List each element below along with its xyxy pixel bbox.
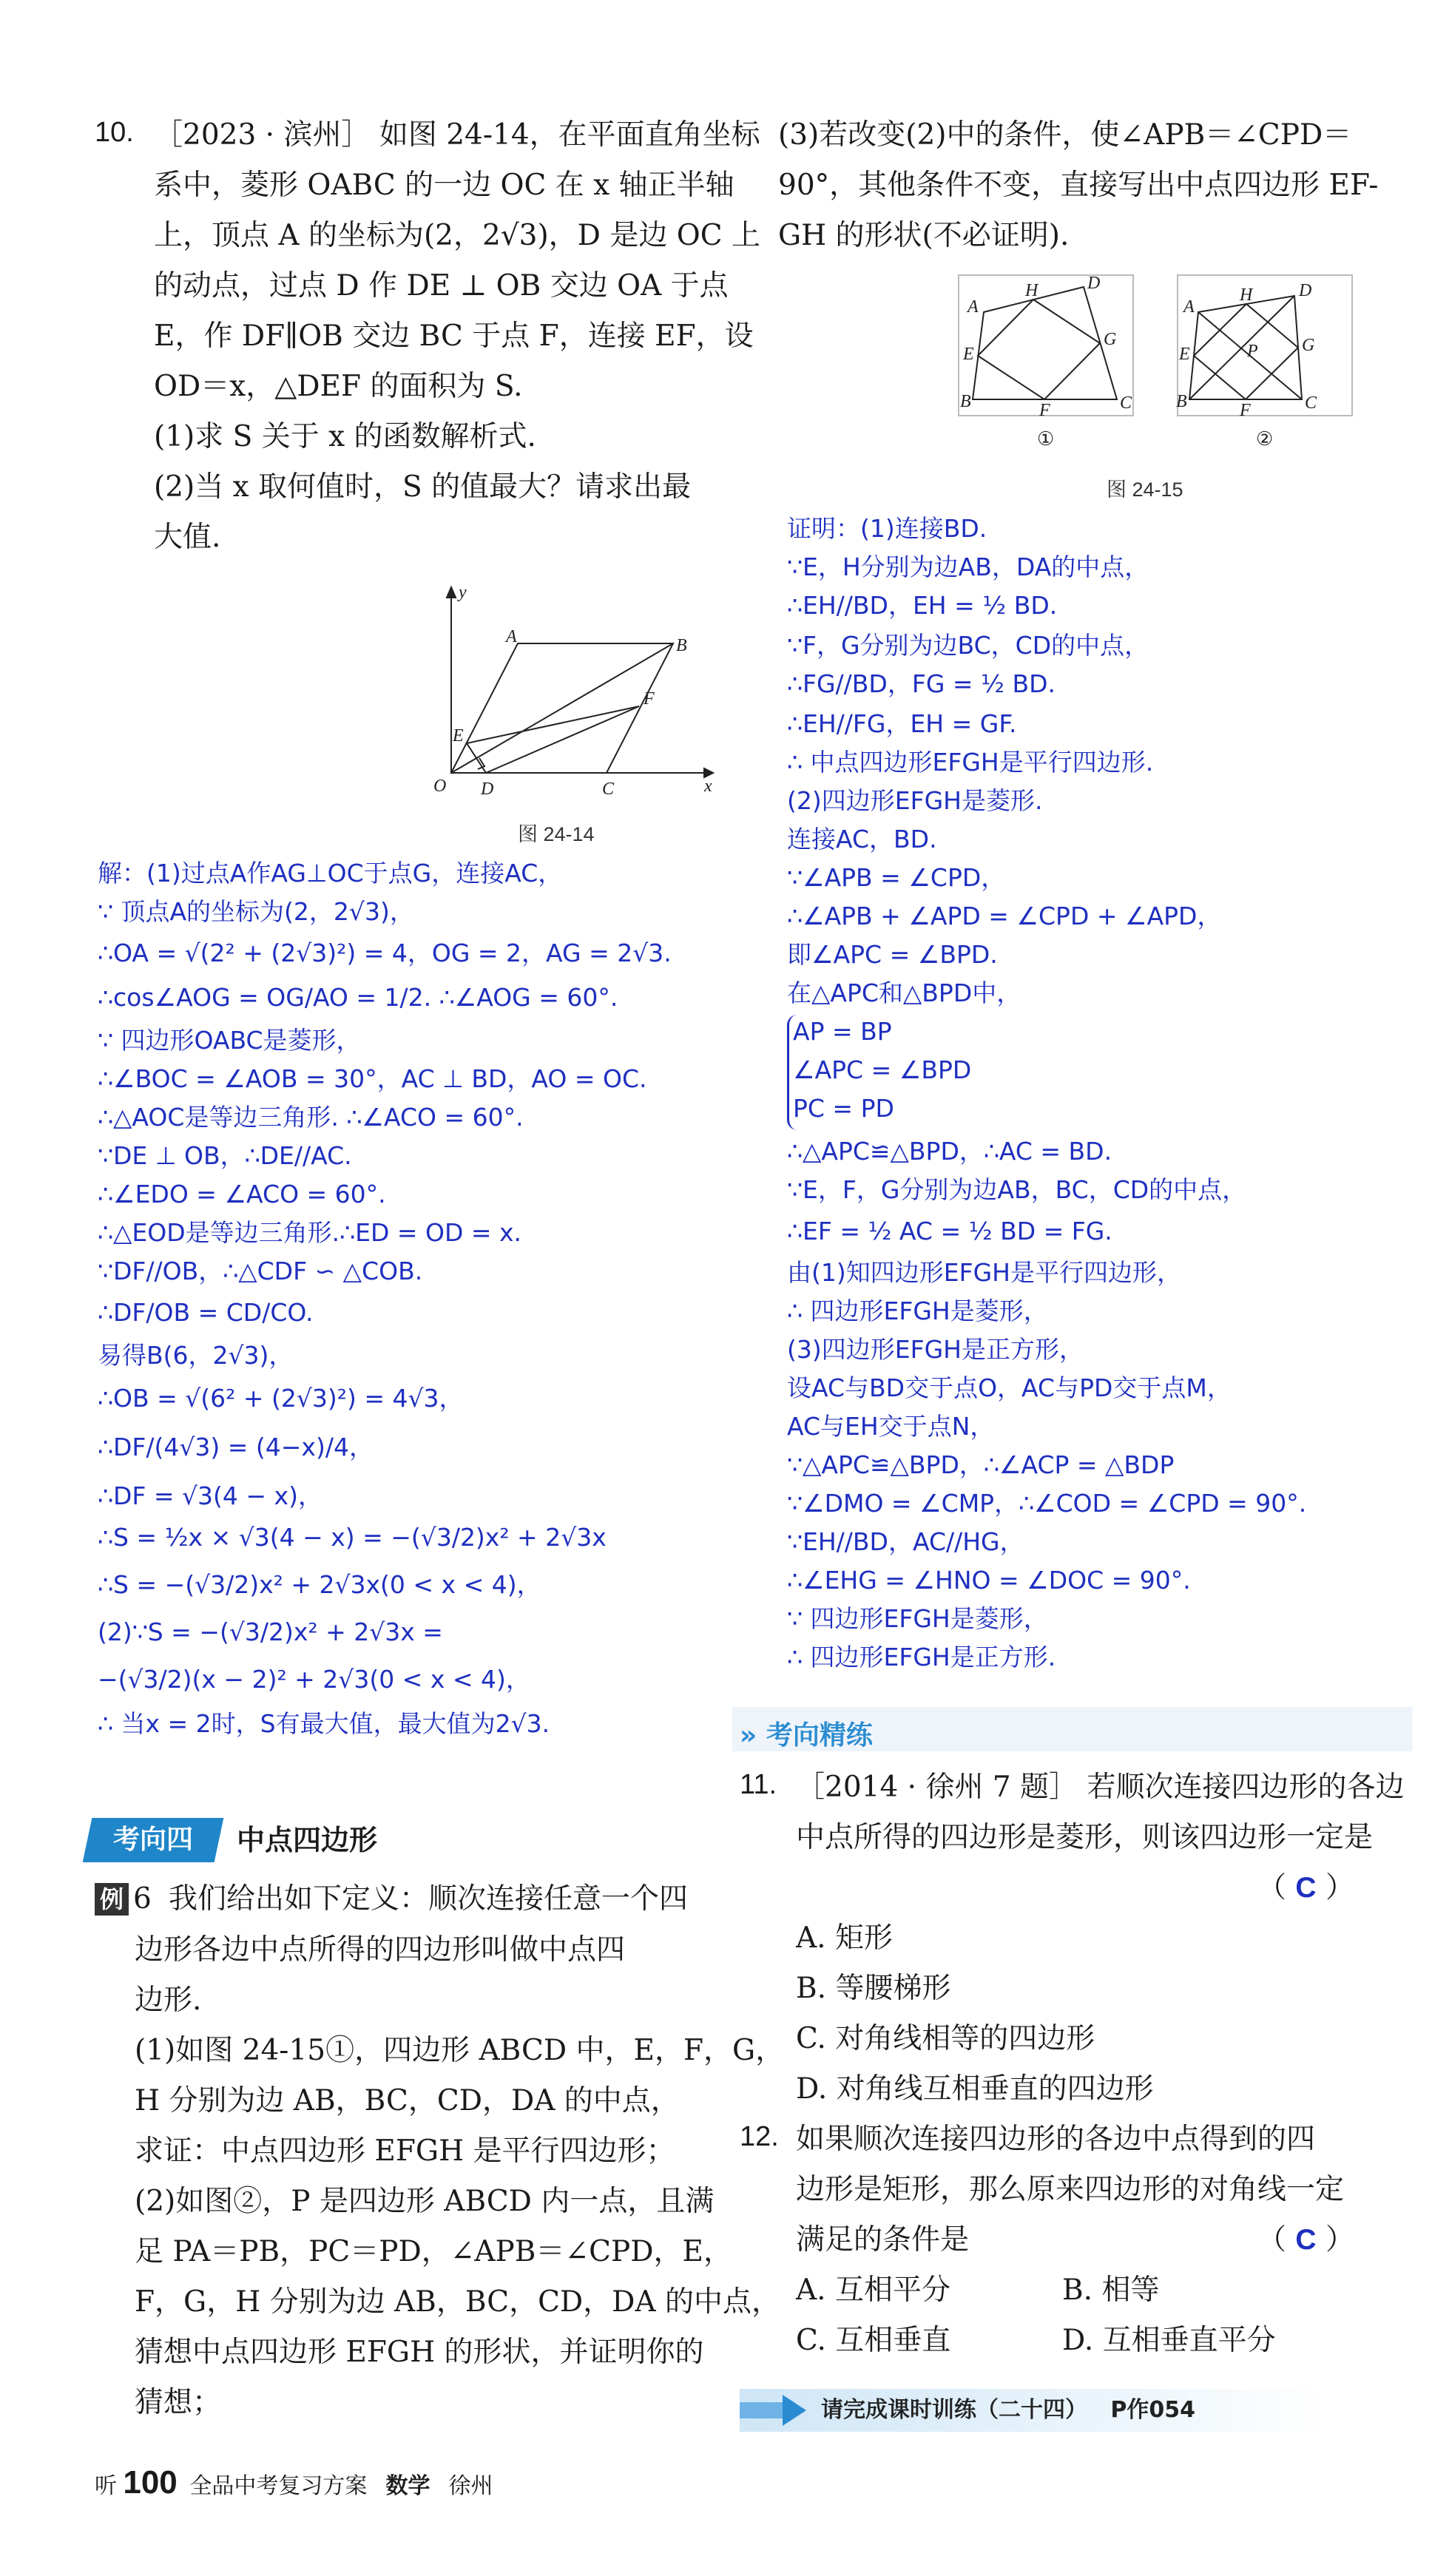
proof-line: 在△APC和△BPD中，: [787, 978, 1021, 1007]
section-title: 中点四边形: [237, 1824, 378, 1856]
answer-open: （: [1257, 2223, 1287, 2256]
example-line: H 分别为边 AB，BC，CD，DA 的中点，: [135, 2084, 680, 2117]
q11-line: ［2014 · 徐州 7 题］ 若顺次连接四边形的各边: [796, 1771, 1405, 1804]
q12-answer: [1257, 2222, 1354, 2259]
proof-line: ∵E，F，G分别为边AB，BC，CD的中点，: [787, 1175, 1247, 1204]
figure-24-14-caption: 图 24-14: [518, 823, 595, 845]
q10-line: (1)求 S 关于 x 的函数解析式.: [154, 420, 536, 453]
proof-line: 由(1)知四边形EFGH是平行四边形，: [787, 1258, 1181, 1287]
solution-line: ∴OB = √(6² + (2√3)²) = 4√3，: [98, 1384, 464, 1413]
fig15-sub2: ②: [1256, 428, 1274, 450]
fig15-1-label-B: B: [960, 392, 971, 411]
fig15-1-label-G: G: [1104, 330, 1117, 349]
solution-line: −(√3/2)(x − 2)² + 2√3(0 < x < 4)，: [98, 1665, 530, 1694]
fig15-2-label-E: E: [1179, 345, 1190, 364]
solution-line: 易得B(6，2√3)，: [98, 1341, 294, 1370]
figure-24-14: [414, 577, 725, 806]
proof-line: 即∠APC = ∠BPD.: [787, 940, 998, 969]
q11-option: D. 对角线互相垂直的四边形: [796, 2072, 1154, 2106]
fig15-1-label-D: D: [1087, 274, 1101, 293]
answer-open: （: [1257, 1871, 1287, 1904]
fig15-1-label-A: A: [967, 297, 979, 317]
proof-line: ∴EH//FG，EH = GF.: [787, 709, 1017, 738]
example-line: 求证：中点四边形 EFGH 是平行四边形；: [135, 2134, 675, 2168]
figure-24-15-caption: 图 24-15: [1107, 479, 1183, 501]
q10-line: 大值.: [154, 521, 221, 554]
proof-line: ∵△APC≌△BPD，∴∠ACP = △BDP: [787, 1450, 1175, 1479]
fig15-1-label-E: E: [963, 345, 974, 364]
q12-line: 满足的条件是: [796, 2223, 970, 2256]
fig14-label-y: y: [459, 583, 467, 602]
proof-line: ∴ 四边形EFGH是菱形，: [787, 1297, 1048, 1325]
q12-option: A. 互相平分: [796, 2274, 950, 2307]
fig15-2-label-H: H: [1240, 285, 1253, 305]
q11-option: C. 对角线相等的四边形: [796, 2022, 1095, 2055]
proof-line: 设AC与BD交于点O，AC与PD交于点M，: [787, 1373, 1232, 1402]
example-line: 猜想；: [135, 2386, 222, 2419]
solution-line: ∵DE ⊥ OB，∴DE//AC.: [98, 1141, 352, 1170]
example-line: 90°，其他条件不变，直接写出中点四边形 EF-: [778, 169, 1379, 202]
arrow-right-icon: [740, 2393, 806, 2427]
example-line: 猜想中点四边形 EFGH 的形状，并证明你的: [135, 2336, 704, 2369]
solution-line: ∴S = −(√3/2)x² + 2√3x(0 < x < 4)，: [98, 1570, 541, 1599]
footer-prefix: 听: [95, 2474, 117, 2498]
solution-line: ∴DF/OB = CD/CO.: [98, 1298, 314, 1327]
q10-number: 10.: [95, 117, 134, 148]
solution-line: ∴cos∠AOG = OG/AO = 1/2. ∴∠AOG = 60°.: [98, 983, 618, 1012]
proof-line: ∴EH//BD，EH = ½ BD.: [787, 591, 1058, 620]
proof-line: (3)四边形EFGH是正方形，: [787, 1335, 1084, 1364]
proof-line: ∴FG//BD，FG = ½ BD.: [787, 669, 1056, 698]
q12-option: D. 互相垂直平分: [1062, 2324, 1276, 2357]
proof-line: ∵∠DMO = ∠CMP，∴∠COD = ∠CPD = 90°.: [787, 1489, 1307, 1518]
proof-line: ∴△APC≌△BPD，∴AC = BD.: [787, 1137, 1112, 1166]
q11-line: 中点所得的四边形是菱形，则该四边形一定是: [796, 1821, 1374, 1854]
fig14-label-C: C: [602, 780, 615, 799]
example-line: (3)若改变(2)中的条件，使∠APB＝∠CPD＝: [778, 118, 1352, 152]
practice-title: [740, 1714, 873, 1752]
q12-line: 边形是矩形，那么原来四边形的对角线一定: [796, 2173, 1345, 2206]
answer-close: ）: [1325, 1871, 1355, 1904]
fig14-label-B: B: [676, 636, 687, 655]
figure-24-15: [954, 274, 1368, 459]
example-number: 6: [133, 1882, 152, 1916]
fig14-label-D: D: [481, 780, 494, 799]
section-tag: [83, 1818, 224, 1862]
solution-line: (2)∵S = −(√3/2)x² + 2√3x =: [98, 1617, 443, 1646]
solution-line: ∵DF//OB，∴△CDF ∽ △COB.: [98, 1257, 423, 1285]
q11-number: 11.: [740, 1769, 777, 1800]
solution-line: ∴ 当x = 2时，S有最大值，最大值为2√3.: [98, 1709, 550, 1738]
solution-line: ∵ 四边形OABC是菱形，: [98, 1026, 361, 1055]
q10-line: 的动点，过点 D 作 DE ⊥ OB 交边 OA 于点: [154, 269, 729, 302]
proof-line: AP = BP: [793, 1017, 892, 1046]
answer-letter: C: [1295, 1872, 1317, 1904]
q10-line: E，作 DF∥OB 交边 BC 于点 F，连接 EF，设: [154, 320, 754, 353]
q11-option: B. 等腰梯形: [796, 1972, 951, 2005]
fig14-label-O: O: [433, 777, 447, 796]
proof-line: 证明：(1)连接BD.: [787, 514, 987, 543]
fig15-1-label-H: H: [1025, 281, 1038, 300]
proof-line: ∵EH//BD，AC//HG，: [787, 1527, 1024, 1556]
task-page: P作054: [1110, 2397, 1195, 2423]
q10-line: ［2023 · 滨州］ 如图 24-14，在平面直角坐标: [154, 118, 760, 152]
example-line: 边形各边中点所得的四边形叫做中点四: [135, 1933, 626, 1967]
q10-line: 上，顶点 A 的坐标为(2，2√3)，D 是边 OC 上: [154, 219, 760, 252]
solution-line: ∴△AOC是等边三角形. ∴∠ACO = 60°.: [98, 1103, 524, 1132]
example-line: 我们给出如下定义：顺次连接任意一个四: [169, 1882, 689, 1916]
section-tag-label: 考向四: [112, 1825, 193, 1855]
fig15-2-label-C: C: [1305, 393, 1317, 413]
fig14-label-x: x: [704, 777, 712, 796]
fig15-2-label-F: F: [1240, 401, 1251, 420]
proof-line: ∠APC = ∠BPD: [793, 1055, 972, 1084]
proof-line: ∴ 四边形EFGH是正方形.: [787, 1643, 1056, 1671]
proof-line: ∴∠EHG = ∠HNO = ∠DOC = 90°.: [787, 1566, 1191, 1595]
q11-answer: [1257, 1870, 1354, 1907]
solution-line: ∴∠BOC = ∠AOB = 30°，AC ⊥ BD，AO = OC.: [98, 1064, 647, 1093]
fig15-1-label-C: C: [1120, 393, 1132, 413]
page-footer: [95, 2464, 493, 2501]
task-text: 请完成课时训练（二十四）: [821, 2397, 1087, 2423]
example-line: (1)如图 24-15①，四边形 ABCD 中，E，F，G，: [135, 2034, 785, 2067]
fig15-1-label-F: F: [1039, 401, 1050, 420]
example-line: (2)如图②，P 是四边形 ABCD 内一点，且满: [135, 2185, 715, 2218]
proof-line: ∵E，H分别为边AB，DA的中点，: [787, 552, 1149, 581]
footer-region: 徐州: [448, 2474, 493, 2498]
fig15-2-label-B: B: [1176, 392, 1187, 411]
solution-line: ∴S = ½x × √3(4 − x) = −(√3/2)x² + 2√3x: [98, 1523, 607, 1552]
footer-book: 全品中考复习方案: [189, 2474, 368, 2498]
q10-line: OD＝x，△DEF 的面积为 S.: [154, 370, 523, 403]
fig15-sub1: ①: [1037, 428, 1055, 450]
answer-letter: C: [1295, 2224, 1317, 2256]
q10-line: (2)当 x 取何值时，S 的值最大？请求出最: [154, 470, 692, 504]
proof-line: ∴ 中点四边形EFGH是平行四边形.: [787, 748, 1154, 777]
proof-line: 连接AC，BD.: [787, 825, 937, 853]
fig14-label-A: A: [506, 627, 517, 646]
proof-line: ∵F，G分别为边BC，CD的中点，: [787, 631, 1149, 660]
footer-subject: 数学: [385, 2474, 430, 2498]
q11-option: A. 矩形: [796, 1921, 893, 1955]
fig15-2-label-G: G: [1302, 336, 1315, 355]
solution-line: ∴DF/(4√3) = (4−x)/4，: [98, 1433, 374, 1461]
example-line: 足 PA＝PB，PC＝PD，∠APB＝∠CPD，E，: [135, 2235, 732, 2268]
proof-line: ∵∠APB = ∠CPD，: [787, 863, 1006, 892]
fig15-2-label-D: D: [1299, 281, 1312, 300]
q12-option: B. 相等: [1062, 2274, 1160, 2307]
proof-line: ∴EF = ½ AC = ½ BD = FG.: [787, 1217, 1112, 1245]
fig14-label-F: F: [644, 689, 655, 709]
example-tag: 例: [95, 1883, 129, 1916]
practice-title-text: 考向精练: [766, 1720, 873, 1751]
solution-line: ∴DF = √3(4 − x)，: [98, 1481, 322, 1510]
task-link[interactable]: [821, 2389, 1195, 2432]
proof-line: ∴∠APB + ∠APD = ∠CPD + ∠APD，: [787, 902, 1222, 930]
proof-line: ∵ 四边形EFGH是菱形，: [787, 1604, 1048, 1633]
q12-line: 如果顺次连接四边形的各边中点得到的四: [796, 2123, 1316, 2156]
solution-line: ∴△EOD是等边三角形.∴ED = OD = x.: [98, 1218, 522, 1247]
fig14-label-E: E: [453, 726, 464, 746]
solution-line: 解：(1)过点A作AG⊥OC于点G，连接AC，: [98, 859, 563, 888]
example-line: F，G，H 分别为边 AB，BC，CD，DA 的中点，: [135, 2285, 781, 2319]
solution-line: ∴OA = √(2² + (2√3)²) = 4，OG = 2，AG = 2√3.: [98, 939, 672, 967]
q12-number: 12.: [740, 2121, 779, 2152]
proof-line: AC与EH交于点N，: [787, 1412, 995, 1441]
proof-line: (2)四边形EFGH是菱形.: [787, 786, 1043, 815]
q12-option: C. 互相垂直: [796, 2324, 951, 2357]
solution-line: ∴∠EDO = ∠ACO = 60°.: [98, 1180, 386, 1208]
fig15-2-label-P: P: [1247, 342, 1258, 361]
example-line: GH 的形状(不必证明).: [778, 219, 1070, 252]
proof-line: PC = PD: [793, 1094, 894, 1123]
double-chevron-icon: »: [740, 1720, 757, 1751]
fig15-2-label-A: A: [1183, 297, 1195, 317]
solution-line: ∵ 顶点A的坐标为(2，2√3)，: [98, 897, 414, 926]
example-line: 边形.: [135, 1984, 202, 2017]
q10-line: 系中，菱形 OABC 的一边 OC 在 x 轴正半轴: [154, 169, 734, 202]
page-number: 100: [123, 2464, 178, 2501]
answer-close: ）: [1325, 2223, 1355, 2256]
